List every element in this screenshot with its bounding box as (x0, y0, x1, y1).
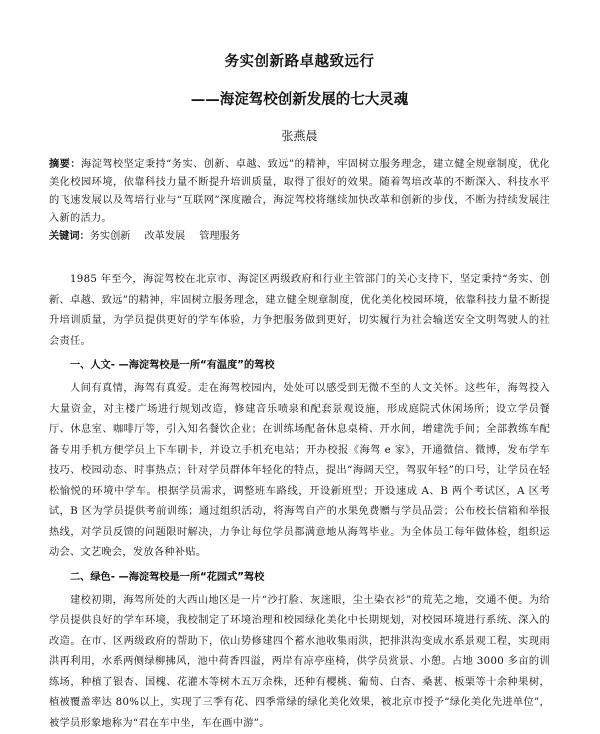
keyword: 改革发展 (145, 231, 186, 242)
article-subtitle: ——海淀驾校创新发展的七大灵魂 (49, 90, 550, 110)
section-heading-green: 二、绿色- —海淀驾校是一所“花园式”驾校 (49, 569, 550, 587)
section-paragraph-green: 建校初期，海驾所处的大西山地区是一片“沙打脸、灰迷眼，尘土染衣衫”的荒芜之地，交通不便。为给学员提供良好的学车环境，我校制定了环境治理和校园绿化美化中长期规划，对校园环境进行系统、深入的改造。在市、区两级政府的帮助下，依山势修建四个蓄水池收集雨洪，把排洪沟变成水系景观工程，实现雨洪再利用，水系两侧绿柳拂风，池中荷香四溢，两岸有凉亭座椅，供学员赏景、小憩。占地 3000 多亩的训练场，种植了银杏、国槐、花灌木等树木五万余株，还种有樱桃、葡萄、白杏、桑葚、板栗等十余种果树，植被覆盖率达 80%以上，实现了三季有花、四季常绿的绿化美化效果，被北京市授予“绿化美化先进单位”，被学员形象地称为“君在车中坐，车在画中游”。 (49, 591, 550, 734)
abstract-text: 海淀驾校坚定秉持“务实、创新、卓越、致远”的精神，牢固树立服务理念，建立健全规章制度，优化美化校园环境，依靠科技力量不断提升培训质量，取得了很好的效果。随着驾培改革的不断深入、科技水平的飞速发展以及驾培行业与“互联网”深度融合，海淀驾校将继续加快改革和创新的步伐，不断为持续发展注入新的活力。 (49, 159, 550, 224)
intro-paragraph: 1985 年至今，海淀驾校在北京市、海淀区两级政府和行业主管部门的关心支持下，坚定秉持“务实、创新、卓越、致远”的精神，牢固树立服务理念，建立健全规章制度，优化美化校园环境，依靠科技力量不断提升培训质量，为学员提供更好的学车体验，力争把服务做到更好，切实履行为社会输送安全文明驾驶人的社会责任。 (49, 270, 550, 352)
keywords-label: 关键词： (49, 231, 90, 242)
keyword: 务实创新 (90, 231, 131, 242)
section-heading-humanity: 一、人文- —海淀驾校是一所“有温度”的驾校 (49, 357, 550, 375)
article-title: 务实创新路卓越致远行 (49, 0, 550, 72)
abstract-label: 摘要： (49, 159, 81, 170)
section-paragraph-humanity: 人间有真情，海驾有真爱。走在海驾校园内，处处可以感受到无微不至的人文关怀。这些年，海驾投入大量资金，对主楼广场进行规划改造，修建音乐喷泉和配套景观设施，形成庭院式休闲场所；设立学员餐厅、休息室、咖啡厅等，引入知名餐饮企业；在训练场配备休息桌椅、开水间，增建洗手间；全部教练车配备专用手机方便学员上下车刷卡，并设立手机充电站；开办校报《海驾 e 家》，开通微信、微博，发布学车技巧、校园动态、时事热点；针对学员群体年轻化的特点，提出“海阔天空，驾驭年轻”的口号，让学员在轻松愉悦的环境中学车。根据学员需求，调整班车路线，开设新班型；开设速成 A、B 两个考试区，A 区考试，B 区为学员提供考前训练；通过组织活动，将海驾自产的水果免费赠与学员品尝；公布校长信箱和举报热线，对学员反馈的问题限时解决，力争让每位学员都满意地从海驾毕业。为全体员工每年做体检，组织运动会、文艺晚会，发放各种补贴。 (49, 379, 550, 564)
author-name: 张燕晨 (49, 128, 550, 144)
abstract (49, 156, 550, 228)
keywords (49, 228, 550, 246)
keyword: 管理服务 (199, 231, 240, 242)
